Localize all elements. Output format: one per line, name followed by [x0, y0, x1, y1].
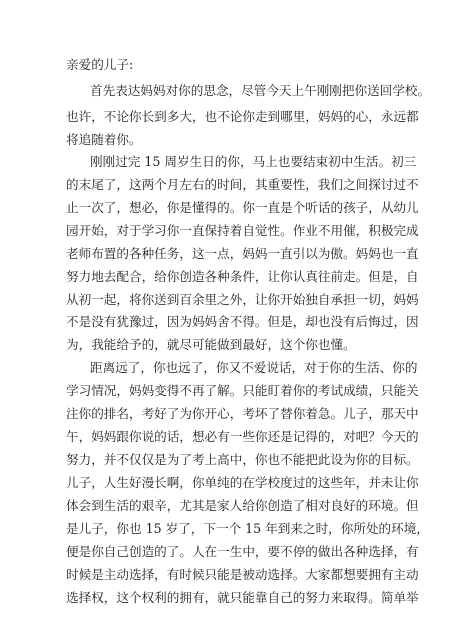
paragraph-line: 从初一起，将你送到百余里之外，让你开始独自承担一切，妈妈: [66, 292, 419, 307]
letter-salutation: 亲爱的儿子:: [66, 57, 134, 72]
paragraph-line: 儿子，人生好漫长啊，你单纯的在学校度过的这些年，并未让你: [66, 475, 419, 490]
paragraph-line: 止一次了，想必，你是懂得的。你一直是个听话的孩子，从幼儿: [66, 200, 419, 215]
paragraph-line: 的末尾了，这两个月左右的时间，其重要性，我们之间探讨过不: [66, 177, 419, 192]
paragraph-line: 距离远了，你也远了，你又不爱说话，对于你的生活、你的: [90, 360, 418, 375]
paragraph-line: 时候是主动选择，有时候只能是被动选择。大家都想要拥有主动: [66, 567, 419, 582]
paragraph-line: 努力地去配合，给你创造各种条件，让你认真往前走。但是，自: [66, 269, 419, 284]
paragraph-line: 不是没有犹豫过，因为妈妈舍不得。但是，却也没有后悔过，因: [66, 314, 419, 329]
paragraph-line: 努力，并不仅仅是为了考上高中，你也不能把此设为你的目标。: [66, 452, 419, 467]
paragraph-line: 为，我能给予的，就尽可能做到最好，这个你也懂。: [66, 337, 356, 352]
paragraph-line: 体会到生活的艰辛，尤其是家人给你创造了相对良好的环境。但: [66, 498, 419, 513]
paragraph-line: 便是你自己创造的了。人在一生中，要不停的做出各种选择，有: [66, 544, 419, 559]
paragraph-line: 园开始，对于学习你一直保持着自觉性。作业不用催，积极完成: [66, 223, 419, 238]
paragraph-line: 注你的排名，考好了为你开心，考坏了替你着急。儿子，那天中: [66, 406, 419, 421]
paragraph-line: 老师布置的各种任务，这一点，妈妈一直引以为傲。妈妈也一直: [66, 246, 419, 261]
paragraph-line: 选择权，这个权利的拥有，就只能靠自己的努力来取得。简单举: [66, 590, 419, 605]
paragraph-line: 学习情况，妈妈变得不再了解。只能盯着你的考试成绩，只能关: [66, 383, 419, 398]
paragraph-line: 也许，不论你长到多大，也不论你走到哪里，妈妈的心，永远都: [66, 109, 419, 124]
paragraph-line: 将追随着你。: [66, 132, 142, 147]
paragraph-line: 刚刚过完 15 周岁生日的你，马上也要结束初中生活。初三: [90, 154, 417, 169]
paragraph-line: 首先表达妈妈对你的思念，尽管今天上午刚刚把你送回学校。: [90, 83, 431, 98]
paragraph-line: 是儿子，你也 15 岁了，下一个 15 年到来之时，你所处的环境，: [66, 521, 429, 536]
paragraph-line: 午，妈妈跟你说的话，想必有一些你还是记得的，对吧？今天的: [66, 429, 419, 444]
